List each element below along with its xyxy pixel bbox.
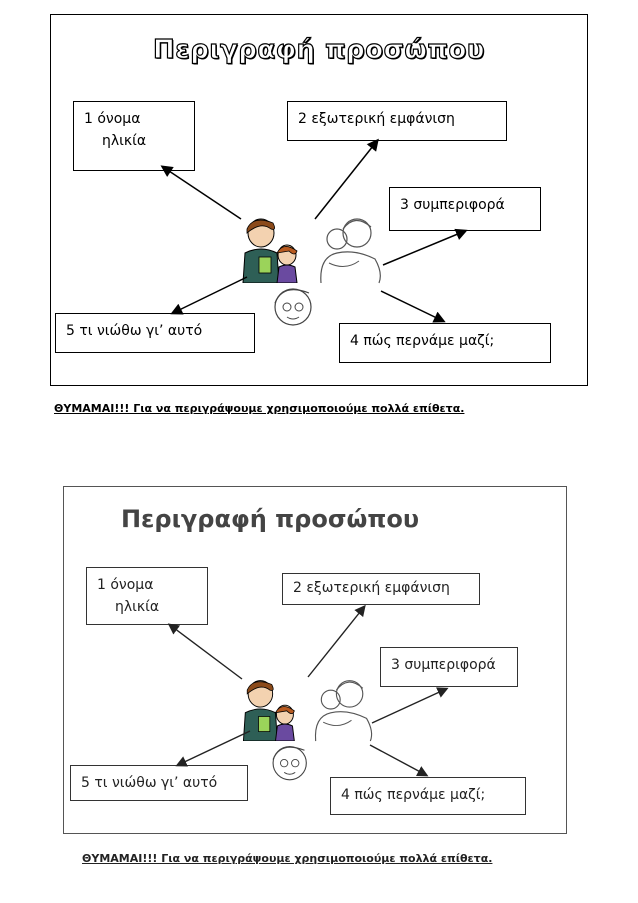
diagram-panel-bottom [63,486,567,834]
box-behavior: 3 συμπεριφορά [389,187,541,231]
diagram-title: Περιγραφή προσώπου [120,505,420,533]
diagram-arrows [64,487,568,835]
box-feelings: 5 τι νιώθω γι’ αυτό [70,765,248,801]
box-feelings: 5 τι νιώθω γι’ αυτό [55,313,255,353]
diagram-title: Περιγραφή προσώπου [153,35,485,65]
box-time-together: 4 πώς περνάμε μαζί; [339,323,551,363]
box-age-label: ηλικία [102,133,147,149]
box-behavior: 3 συμπεριφορά [380,647,518,687]
box-age-label: ηλικία [115,599,160,615]
box-appearance: 2 εξωτερική εμφάνιση [287,101,507,141]
box-name-label: 1 όνομα [97,577,154,593]
reminder-note: ΘΥΜΑΜΑΙ!!! Για να περιγράψουμε χρησιμοποιούμε πολλά επίθετα. [54,402,465,415]
box-time-together: 4 πώς περνάμε μαζί; [330,777,526,815]
box-appearance: 2 εξωτερική εμφάνιση [282,573,480,605]
diagram-arrows [51,15,589,387]
reminder-note: ΘΥΜΑΜΑΙ!!! Για να περιγράψουμε χρησιμοποιούμε πολλά επίθετα. [82,852,493,865]
box-name-label: 1 όνομα [84,111,141,127]
diagram-panel-top [50,14,588,386]
